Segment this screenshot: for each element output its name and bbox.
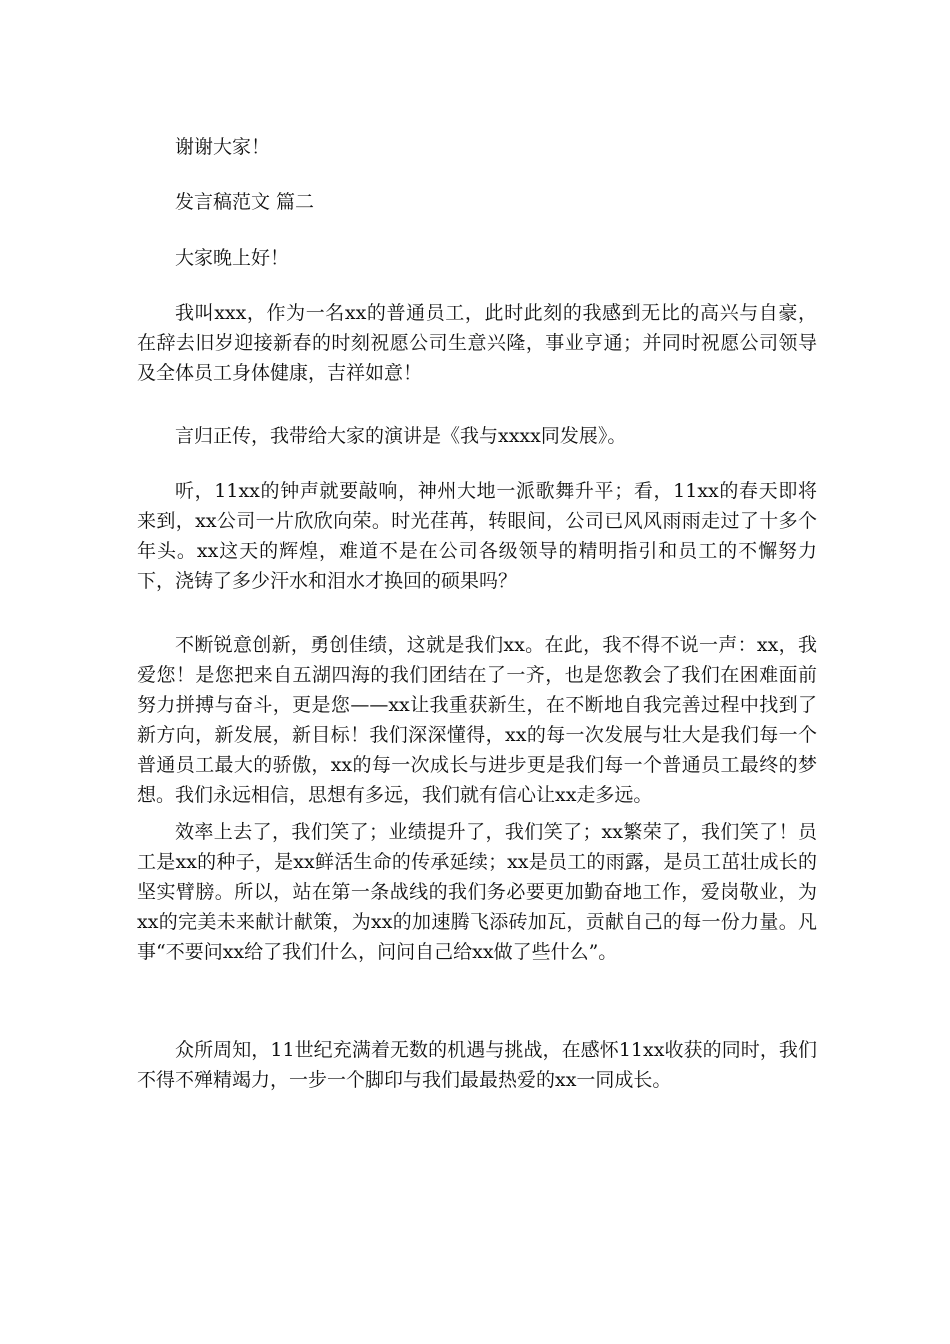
paragraph-history: 听，11xx的钟声就要敲响，神州大地一派歌舞升平；看，11xx的春天即将来到，xx公司一片欣欣向荣。时光荏苒，转眼间，公司已风风雨雨走过了十多个年头。xx这天的辉煌，难道不是在公司各级领导的精明指引和员工的不懈努力下，浇铸了多少汗水和泪水才换回的硕果吗？ bbox=[137, 480, 817, 592]
paragraph-innovation: 不断锐意创新，勇创佳绩，这就是我们xx。在此，我不得不说一声：xx，我爱您！是您把来自五湖四海的我们团结在了一齐，也是您教会了我们在困难面前努力拼搏与奋斗，更是您——xx让我重获新生，在不断地自我完善过程中找到了新方向，新发展，新目标！我们深深懂得，xx的每一次发展与壮大是我们每一个普通员工最大的骄傲，xx的每一次成长与进步更是我们每一个普通员工最终的梦想。我们永远相信，思想有多远，我们就有信心让xx走多远。 bbox=[137, 634, 817, 806]
closing-thanks: 谢谢大家！ bbox=[175, 136, 271, 158]
paragraph-conclusion: 众所周知，11世纪充满着无数的机遇与挑战，在感怀11xx收获的同时，我们不得不殚精竭力，一步一个脚印与我们最最热爱的xx一同成长。 bbox=[137, 1039, 817, 1091]
greeting: 大家晚上好！ bbox=[175, 247, 290, 269]
paragraph-intro: 我叫xxx，作为一名xx的普通员工，此时此刻的我感到无比的高兴与自豪，在辞去旧岁迎接新春的时刻祝愿公司生意兴隆，事业亨通；并同时祝愿公司领导及全体员工身体健康，吉祥如意！ bbox=[137, 302, 817, 384]
section-title: 发言稿范文 篇二 bbox=[175, 191, 315, 213]
paragraph-topic: 言归正传，我带给大家的演讲是《我与xxxx同发展》。 bbox=[175, 425, 627, 447]
paragraph-efficiency: 效率上去了，我们笑了；业绩提升了，我们笑了；xx繁荣了，我们笑了！员工是xx的种子，是xx鲜活生命的传承延续；xx是员工的雨露，是员工茁壮成长的坚实臂膀。所以，站在第一条战线的我们务必要更加勤奋地工作，爱岗敬业，为xx的完美未来献计献策，为xx的加速腾飞添砖加瓦，贡献自己的每一份力量。凡事“不要问xx给了我们什么，问问自己给xx做了些什么”。 bbox=[137, 821, 817, 963]
